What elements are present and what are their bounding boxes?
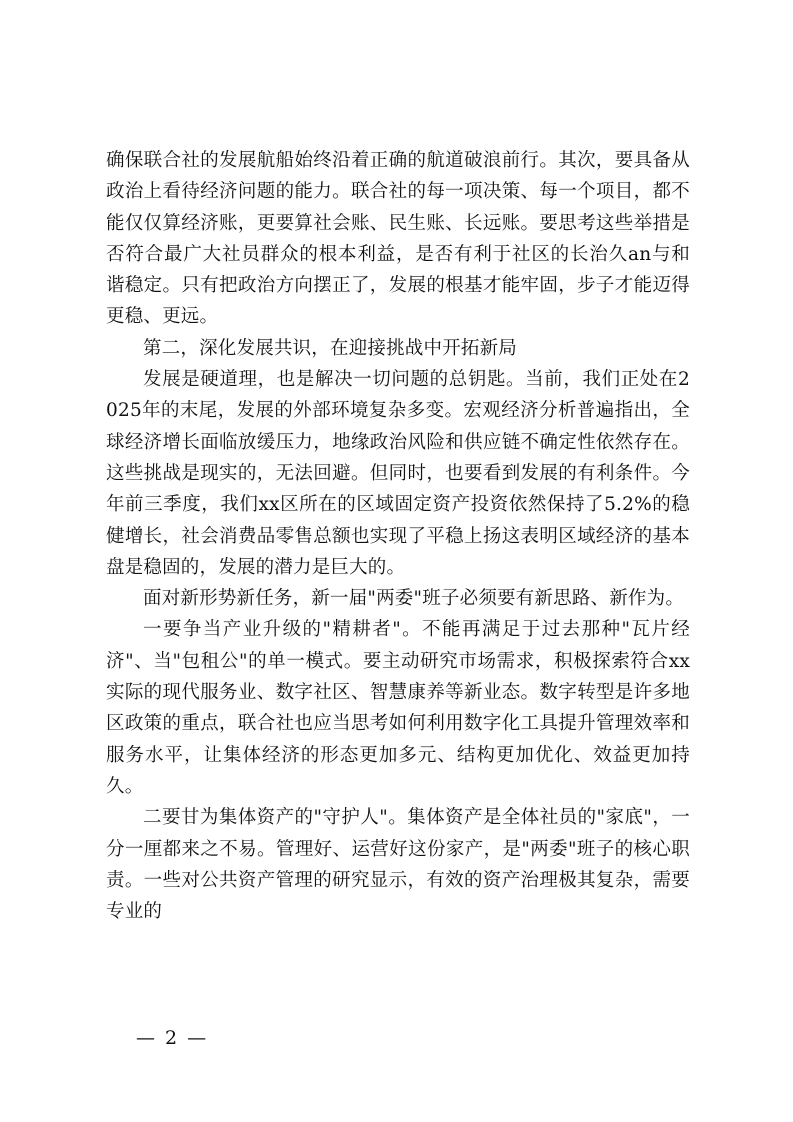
paragraph-3: 面对新形势新任务，新一届"两委"班子必须要有新思路、新作为。	[143, 588, 685, 610]
document-body	[106, 145, 690, 927]
paragraph-4: 一要争当产业升级的"精耕者"。不能再满足于过去那种"瓦片经济"、当"包租公"的单一模式。要主动研究市场需求，积极探索符合xx实际的现代服务业、数字社区、智慧康养等新业态。数字转型是许多地区政策的重点，联合社也应当思考如何利用数字化工具提升管理效率和服务水平，让集体经济的形态更加多元、结构更加优化、效益更加持久。	[106, 619, 690, 797]
paragraph-5: 二要甘为集体资产的"守护人"。集体资产是全体社员的"家底"，一分一厘都来之不易。管理好、运营好这份家产，是"两委"班子的核心职责。一些对公共资产管理的研究显示，有效的资产治理极其复杂，需要专业的	[106, 807, 690, 923]
paragraph-1: 确保联合社的发展航船始终沿着正确的航道破浪前行。其次，要具备从政治上看待经济问题的能力。联合社的每一项决策、每一个项目，都不能仅仅算经济账，更要算社会账、民生账、长远账。要思考这些举措是否符合最广大社员群众的根本利益，是否有利于社区的长治久an与和谐稳定。只有把政治方向摆正了，发展的根基才能牢固，步子才能迈得更稳、更远。	[106, 150, 690, 328]
page-number: — 2 —	[136, 1027, 209, 1049]
section-heading: 第二，深化发展共识，在迎接挑战中开拓新局	[143, 337, 518, 359]
paragraph-2: 发展是硬道理，也是解决一切问题的总钥匙。当前，我们正处在2025年的末尾，发展的外部环境复杂多变。宏观经济分析普遍指出，全球经济增长面临放缓压力，地缘政治风险和供应链不确定性依然存在。这些挑战是现实的，无法回避。但同时，也要看到发展的有利条件。今年前三季度，我们xx区所在的区域固定资产投资依然保持了5.2%的稳健增长，社会消费品零售总额也实现了平稳上扬这表明区域经济的基本盘是稳固的，发展的潜力是巨大的。	[106, 369, 691, 578]
